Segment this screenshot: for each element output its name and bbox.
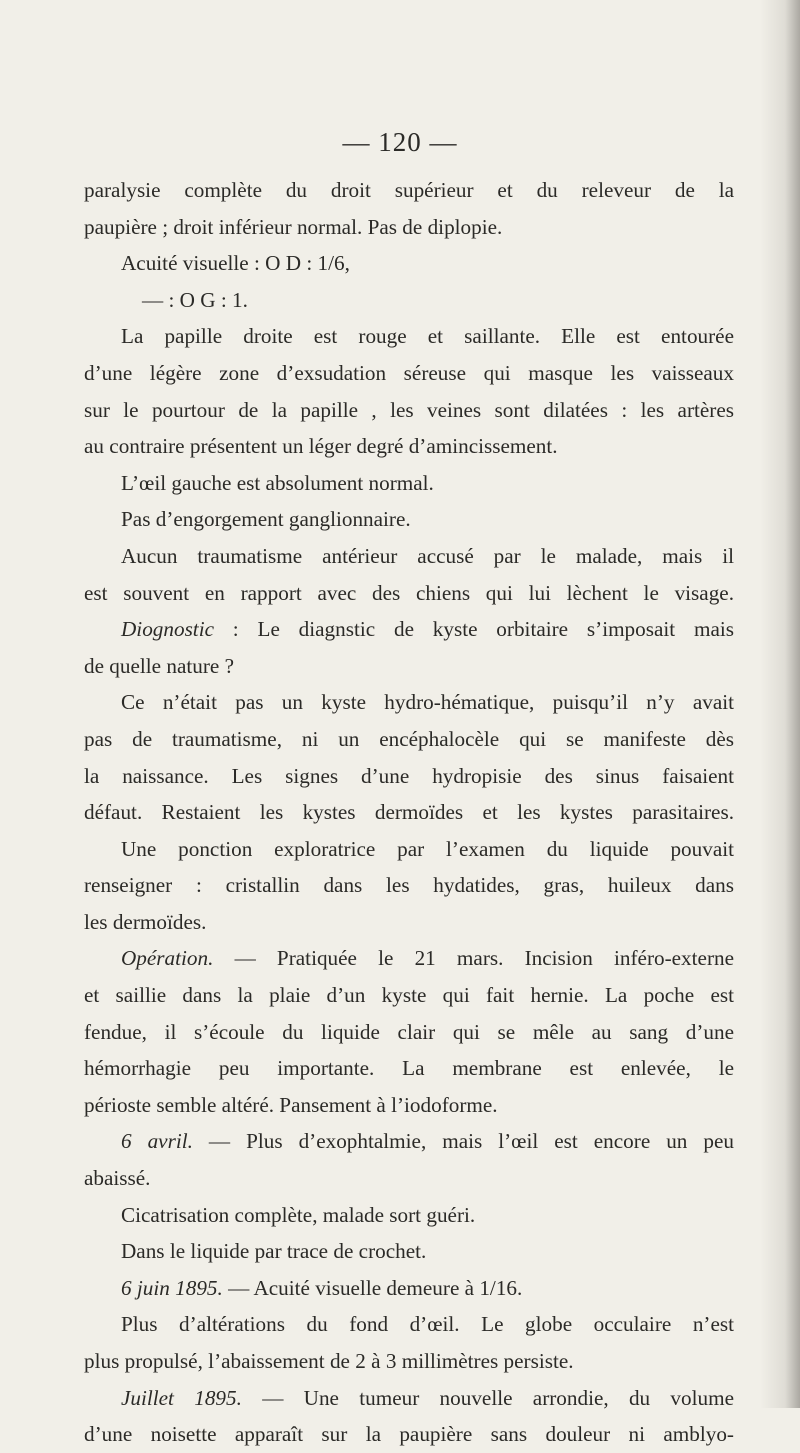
line-text: — Une tumeur nouvelle arrondie, du volume — [241, 1385, 734, 1410]
line-text: Cicatrisation complète, malade sort guéri. — [121, 1202, 476, 1227]
text-line — [84, 940, 734, 977]
line-text: hémorrhagie peu importante. La membrane est enlevée, le — [84, 1056, 734, 1081]
italic-lead: 6 avril. — [121, 1129, 193, 1154]
text-line — [84, 684, 734, 721]
line-text: — Plus d’exophtalmie, mais l’œil est encore un peu — [192, 1129, 734, 1154]
text-line — [84, 1014, 734, 1051]
text-line — [84, 1123, 734, 1160]
text-line — [84, 1197, 734, 1234]
line-text: d’une légère zone d’exsudation séreuse qui masque les vaisseaux — [84, 360, 734, 385]
text-line — [84, 1050, 734, 1087]
text-line — [84, 575, 734, 612]
line-text: Ce n’était pas un kyste hydro-hématique, puisqu’il n’y avait — [121, 690, 734, 715]
line-text: d’une noisette apparaît sur la paupière sans douleur ni amblyo- — [84, 1422, 734, 1447]
line-text: Aucun traumatisme antérieur accusé par le malade, mais il — [121, 543, 734, 568]
text-line — [84, 209, 734, 246]
line-text: périoste semble altéré. Pansement à l’iodoforme. — [84, 1092, 498, 1117]
text-line — [84, 428, 734, 465]
line-text: abaissé. — [84, 1166, 151, 1191]
text-line — [84, 758, 734, 795]
line-text: Dans le liquide par trace de crochet. — [121, 1239, 427, 1264]
line-text: sur le pourtour de la papille , les veines sont dilatées : les artères — [84, 397, 734, 422]
italic-lead: Opération. — [121, 946, 214, 971]
text-line — [84, 1270, 734, 1307]
text-line — [84, 1306, 734, 1343]
line-text: La papille droite est rouge et saillante. Elle est entourée — [121, 324, 734, 349]
line-text: est souvent en rapport avec des chiens qui lui lèchent le visage. — [84, 580, 734, 605]
line-text: fendue, il s’écoule du liquide clair qui se mêle au sang d’une — [84, 1019, 734, 1044]
line-text: — Pratiquée le 21 mars. Incision inféro-externe — [213, 946, 734, 971]
line-text: L’œil gauche est absolument normal. — [121, 470, 434, 495]
text-line — [84, 355, 734, 392]
text-line — [84, 318, 734, 355]
text-line — [84, 721, 734, 758]
line-text: les dermoïdes. — [84, 909, 207, 934]
text-line — [84, 648, 734, 685]
line-text: la naissance. Les signes d’une hydropisie des sinus faisaient — [84, 763, 734, 788]
line-text: : Le diagnstic de kyste orbitaire s’imposait mais — [214, 617, 734, 642]
line-text: défaut. Restaient les kystes dermoïdes et les kystes parasitaires. — [84, 800, 734, 825]
text-line — [84, 245, 734, 282]
text-line — [84, 1343, 734, 1380]
text-line — [84, 977, 734, 1014]
text-line — [84, 831, 734, 868]
line-text: — Acuité visuelle demeure à 1/16. — [222, 1275, 523, 1300]
text-line — [84, 1416, 734, 1453]
italic-lead: Diognostic — [121, 617, 214, 642]
italic-lead: Juillet 1895. — [121, 1385, 242, 1410]
line-text: de quelle nature ? — [84, 653, 234, 678]
text-line — [84, 1233, 734, 1270]
text-line — [84, 794, 734, 831]
body-text — [84, 172, 734, 1453]
line-text: plus propulsé, l’abaissement de 2 à 3 millimètres persiste. — [84, 1349, 574, 1373]
text-line — [84, 392, 734, 429]
line-text: paupière ; droit inférieur normal. Pas de diplopie. — [84, 214, 503, 239]
text-line — [84, 282, 734, 319]
line-text: pas de traumatisme, ni un encéphalocèle qui se manifeste dès — [84, 726, 734, 751]
text-line — [84, 1160, 734, 1197]
text-line — [84, 172, 734, 209]
line-text: au contraire présentent un léger degré d’amincissement. — [84, 434, 558, 459]
line-text: — : O G : 1. — [142, 287, 248, 312]
line-text: Pas d’engorgement ganglionnaire. — [121, 507, 411, 532]
italic-lead: 6 juin 1895. — [121, 1275, 223, 1300]
text-line — [84, 1380, 734, 1417]
text-line — [84, 904, 734, 941]
line-text: et saillie dans la plaie d’un kyste qui fait hernie. La poche est — [84, 983, 734, 1008]
text-line — [84, 501, 734, 538]
line-text: Une ponction exploratrice par l’examen du liquide pouvait — [121, 836, 734, 861]
line-text: Plus d’altérations du fond d’œil. Le globe occulaire n’est — [121, 1312, 734, 1337]
text-line — [84, 867, 734, 904]
page-number: — 120 — — [342, 127, 458, 157]
line-text: paralysie complète du droit supérieur et du releveur de la — [84, 178, 734, 202]
text-line — [84, 611, 734, 648]
text-line — [84, 538, 734, 575]
line-text: renseigner : cristallin dans les hydatides, gras, huileux dans — [84, 873, 734, 898]
text-line — [84, 465, 734, 502]
line-text: Acuité visuelle : O D : 1/6, — [121, 251, 350, 276]
text-line — [84, 1087, 734, 1124]
